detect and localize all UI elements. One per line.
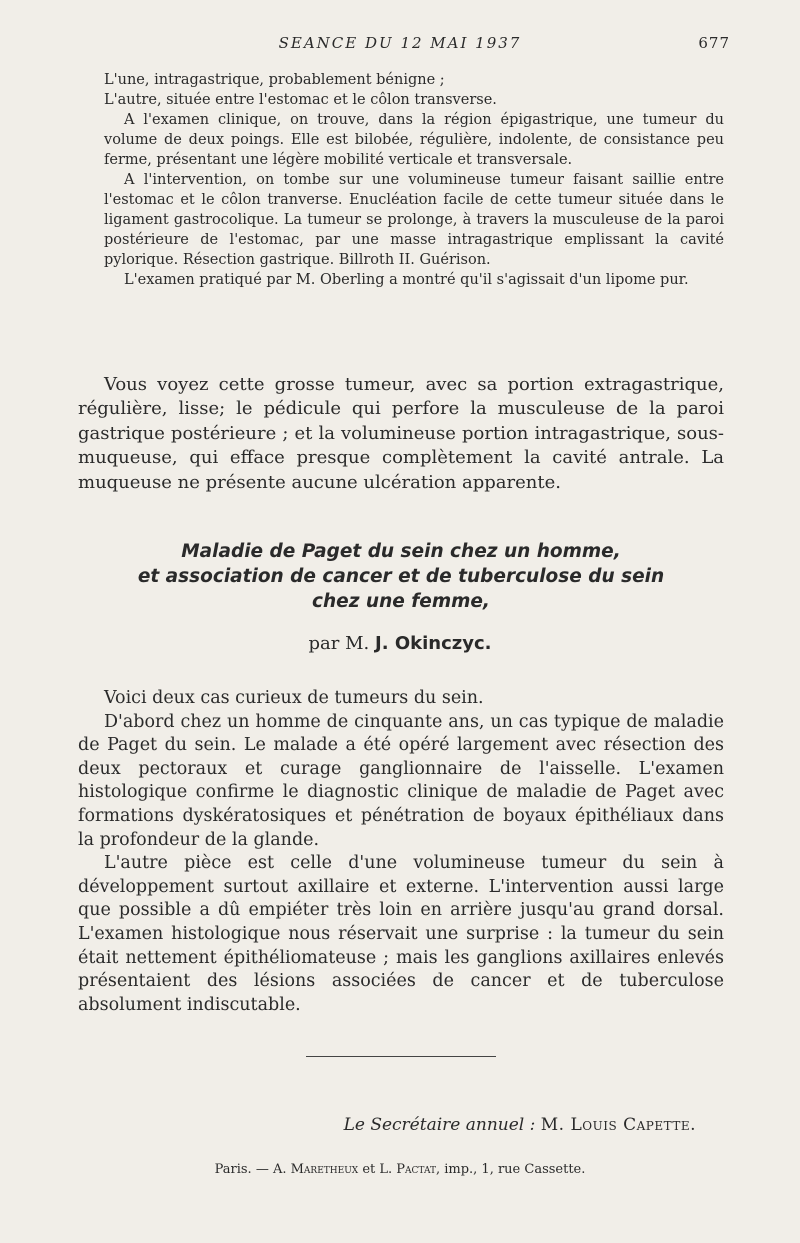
article-body	[78, 687, 724, 1017]
title-line: Maladie de Paget du sein chez un homme,	[181, 541, 621, 562]
discussion-text	[78, 373, 724, 495]
paragraph: L'autre, située entre l'estomac et le côlon transverse.	[104, 92, 497, 108]
paragraph: L'examen pratiqué par M. Oberling a montré qu'il s'agissait d'un lipome pur.	[124, 272, 689, 288]
imprint-printer-1: Maretheux	[290, 1162, 359, 1177]
page-number: 677	[698, 34, 730, 52]
byline-initial: M.	[345, 633, 370, 654]
paragraph: D'abord chez un homme de cinquante ans, un cas typique de maladie de Paget du sein. Le malade a été opéré largement avec résection des deux pectoraux et curage ganglionnaire de l'aisselle. L'examen histologique confirme le diagnostic clinique de maladie de Paget avec formations dyskératosiques et pénétration de boyaux épithéliaux dans la profondeur de la glande.	[78, 711, 724, 850]
imprint-printer-2: Pactat	[396, 1162, 436, 1177]
previous-article-text	[104, 70, 724, 290]
signature-role: Le Secrétaire annuel :	[343, 1115, 536, 1135]
paragraph: Vous voyez cette grosse tumeur, avec sa portion extragastrique, régulière, lisse; le pédicule qui perfore la musculeuse de la paroi gastrique postérieure ; et la volumineuse portion intragastrique, sous-muqueuse, qui efface presque complètement la cavité antrale. La muqueuse ne présente aucune ulcération apparente.	[78, 374, 724, 493]
paragraph: L'une, intragastrique, probablement bénigne ;	[104, 72, 445, 88]
printer-imprint	[0, 1162, 800, 1177]
signature	[344, 1115, 696, 1135]
paragraph: Voici deux cas curieux de tumeurs du sein.	[104, 688, 484, 708]
separator-rule	[306, 1056, 496, 1057]
running-header	[0, 34, 800, 58]
article-title	[78, 539, 724, 614]
paragraph: A l'examen clinique, on trouve, dans la région épigastrique, une tumeur du volume de deux poings. Elle est bilobée, régulière, indolente, de consistance peu ferme, présentant une légère mobilité verticale et transversale.	[104, 112, 724, 168]
imprint-suffix: , imp., 1, rue Cassette.	[435, 1162, 586, 1177]
signature-name: M. Louis Capette.	[540, 1115, 696, 1135]
byline-prefix: par	[308, 633, 340, 654]
paragraph: A l'intervention, on tombe sur une volumineuse tumeur faisant saillie entre l'estomac et le côlon tranverse. Enucléation facile de cette tumeur située dans le ligament gastrocolique. La tumeur se prolonge, à travers la musculeuse de la paroi postérieure de l'estomac, par une masse intragastrique emplissant la cavité pylorique. Résection gastrique. Billroth II. Guérison.	[104, 172, 724, 268]
imprint-prefix: Paris. — A.	[214, 1162, 287, 1177]
title-line: et association de cancer et de tuberculose du sein	[137, 566, 665, 587]
article-byline	[0, 633, 800, 654]
imprint-conj: et L.	[362, 1162, 393, 1177]
author-name: J. Okinczyc.	[375, 633, 492, 654]
running-title: SEANCE DU 12 MAI 1937	[278, 34, 522, 52]
title-line: chez une femme,	[312, 591, 490, 612]
paragraph: L'autre pièce est celle d'une volumineuse tumeur du sein à développement surtout axillaire et externe. L'intervention aussi large que possible a dû empiéter très loin en arrière jusqu'au grand dorsal. L'examen histologique nous réservait une surprise : la tumeur du sein était nettement épithéliomateuse ; mais les ganglions axillaires enlevés présentaient des lésions associées de cancer et de tuberculose absolument indiscutable.	[78, 853, 724, 1015]
